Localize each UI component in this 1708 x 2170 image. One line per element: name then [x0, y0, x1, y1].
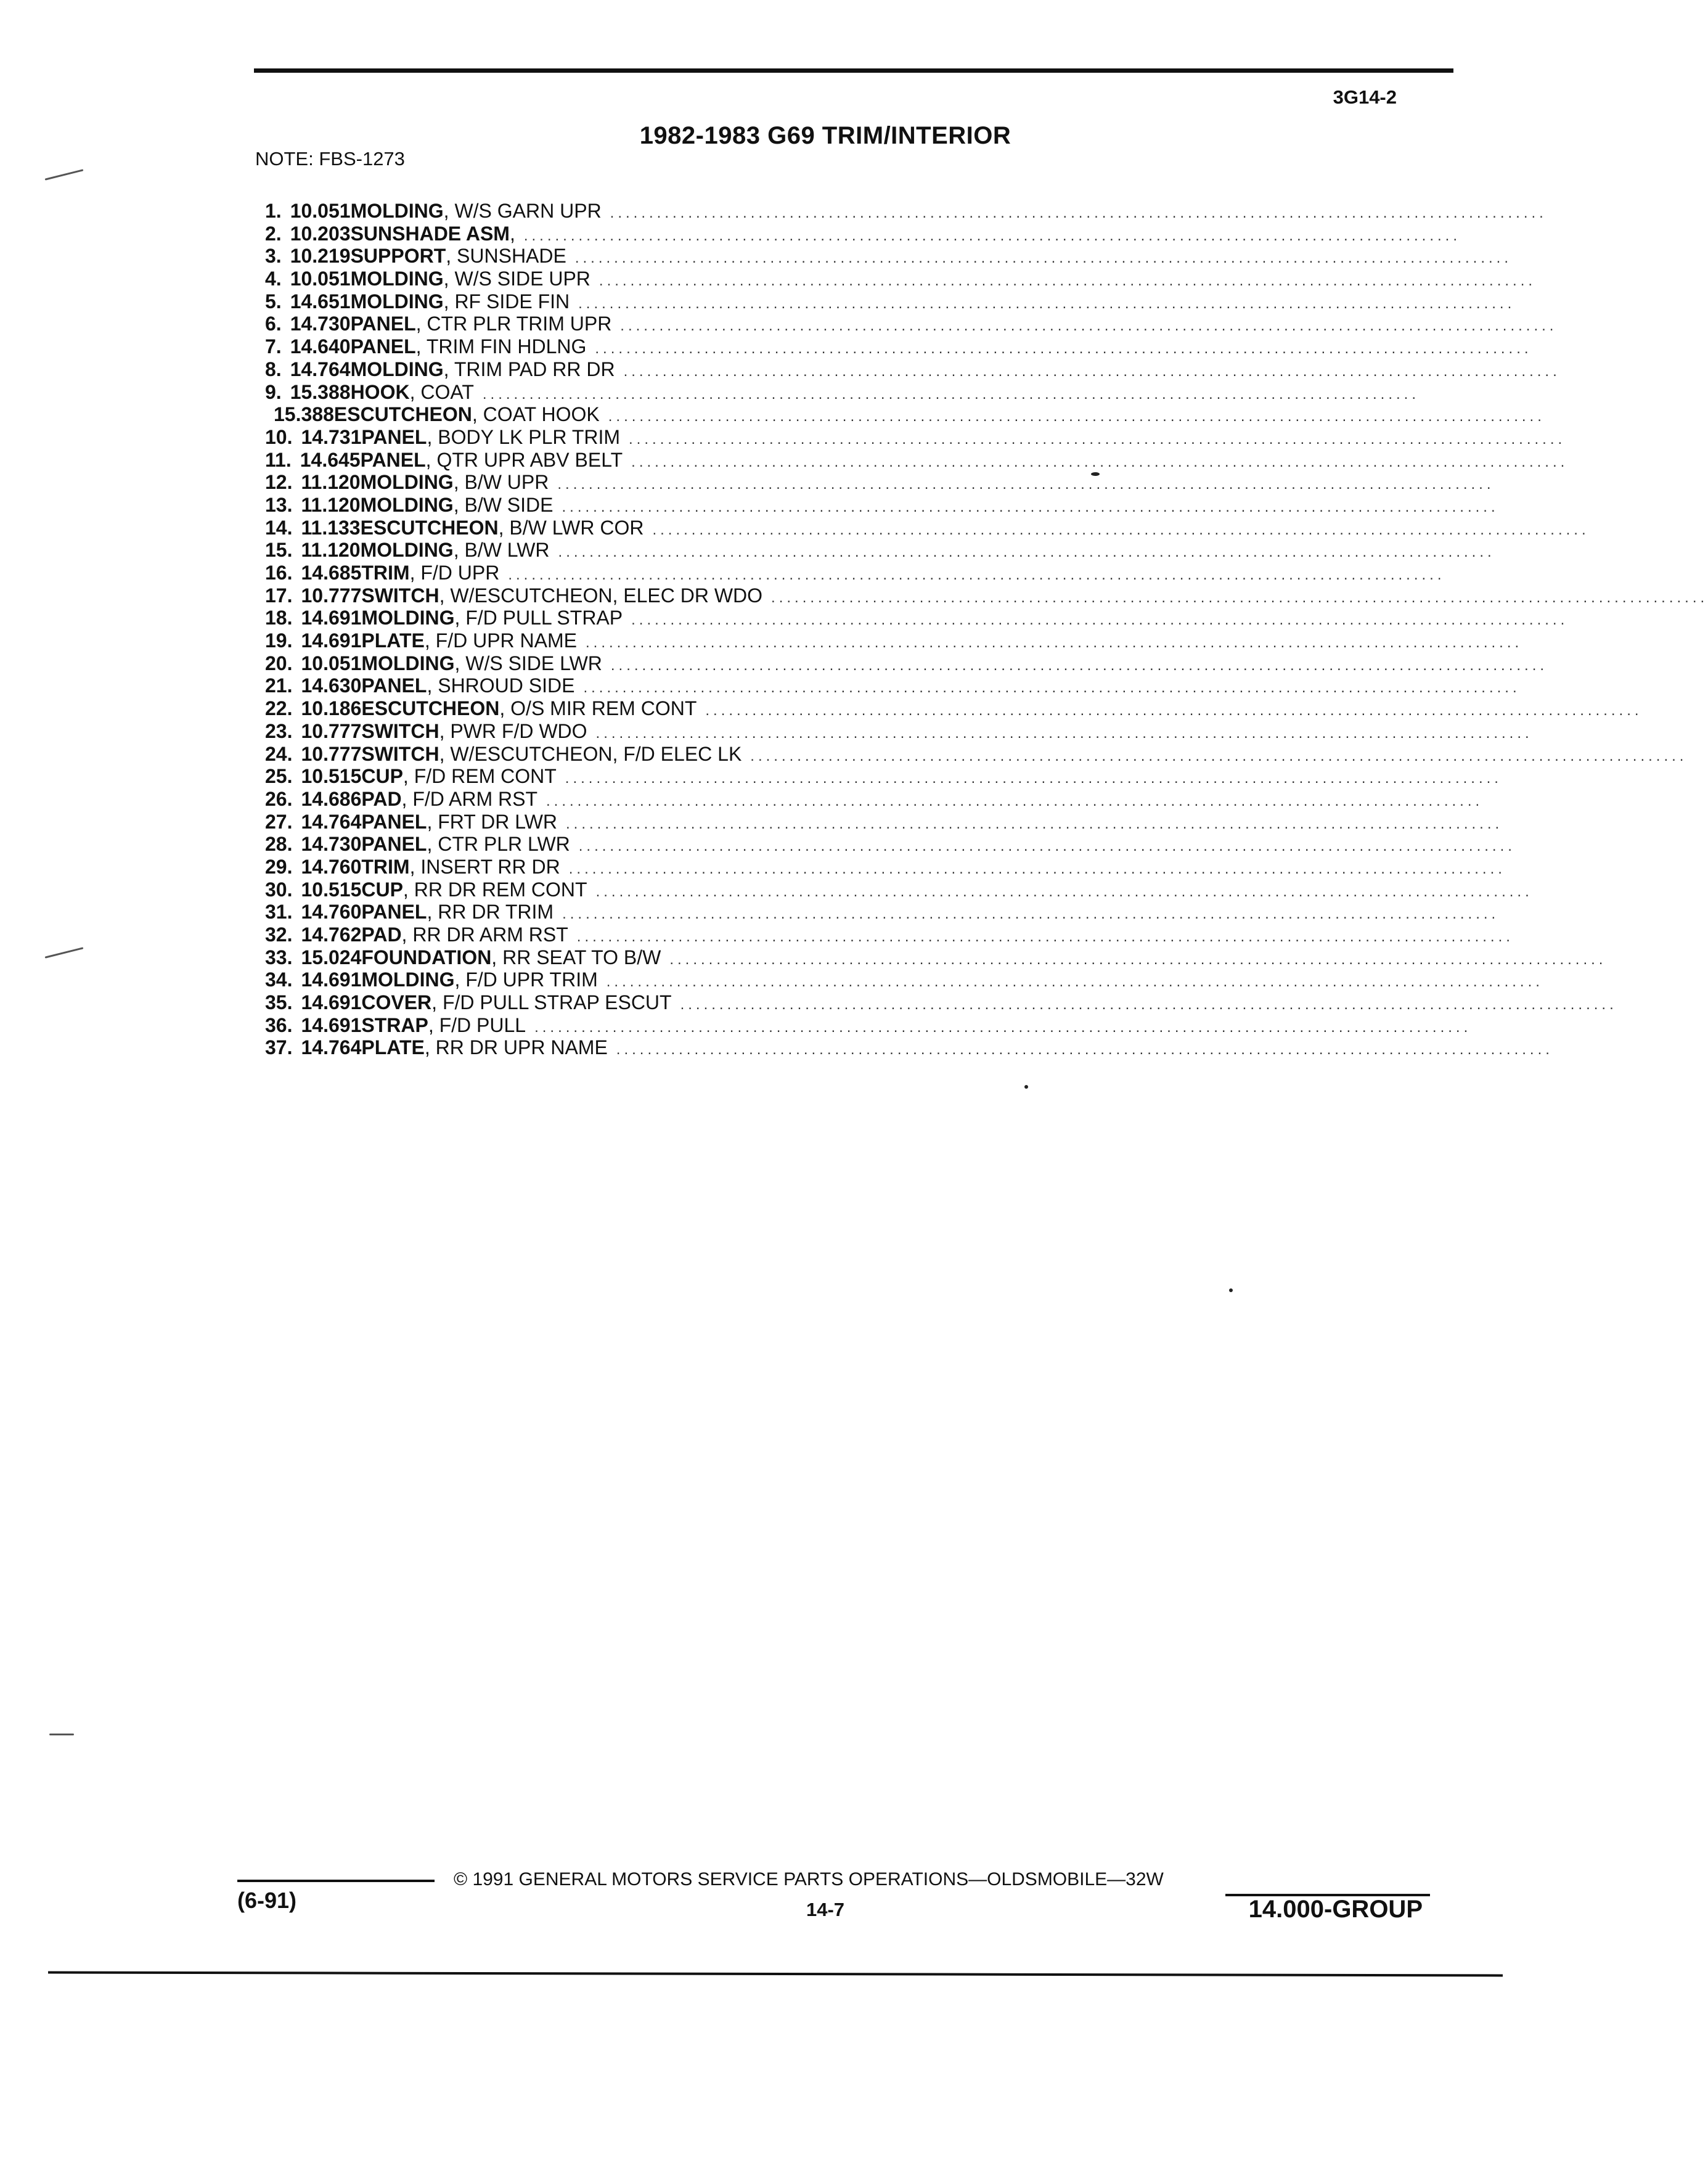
- item-index: 12.: [265, 471, 293, 494]
- item-index: 9.: [265, 380, 282, 403]
- item-index: 22.: [265, 697, 293, 720]
- part-name: PAD: [361, 787, 402, 810]
- group-number: 10.051: [301, 652, 362, 674]
- part-name: PANEL: [361, 425, 427, 448]
- part-description: [351, 245, 575, 268]
- item-index: 24.: [265, 742, 293, 765]
- list-item: [265, 607, 1569, 629]
- part-detail: , PWR F/D WDO: [439, 719, 587, 742]
- group-number: 11.120: [301, 539, 361, 562]
- list-item: [265, 448, 1569, 472]
- list-item: [265, 200, 1547, 223]
- list-item: [265, 923, 1514, 946]
- header-rule: [254, 68, 1453, 73]
- leader-dots: ........................................................................................................................: [595, 883, 1533, 900]
- part-name: TRIM: [361, 855, 410, 878]
- item-index: 18.: [265, 607, 293, 629]
- part-description: [351, 335, 595, 358]
- item-index: 36.: [265, 1013, 293, 1036]
- part-name: SUPPORT: [350, 245, 446, 268]
- group-number: 14.762: [301, 923, 362, 946]
- list-item: [265, 562, 1445, 584]
- part-detail: , O/S MIR REM CONT: [499, 697, 697, 720]
- part-name: MOLDING: [361, 968, 455, 991]
- part-name: MOLDING: [360, 471, 454, 494]
- item-index: 3.: [265, 245, 282, 268]
- part-name: MOLDING: [360, 493, 454, 516]
- part-name: MOLDING: [361, 652, 455, 674]
- leader-dots: ........................................................................................................................: [574, 250, 1512, 267]
- item-index: 10.: [265, 425, 293, 448]
- list-item: [265, 652, 1548, 675]
- list-item: [265, 516, 1590, 539]
- bottom-rule: [48, 1971, 1503, 1977]
- item-index: 33.: [265, 946, 293, 968]
- group-number: 14.760: [301, 855, 362, 878]
- list-item: [265, 810, 1503, 833]
- part-detail: , CTR PLR TRIM UPR: [415, 313, 612, 335]
- item-index: 16.: [265, 562, 293, 584]
- item-index: 17.: [265, 584, 293, 607]
- part-name: PLATE: [361, 1036, 425, 1059]
- group-number: 10.051: [290, 200, 351, 222]
- list-item: [265, 358, 1561, 381]
- part-detail: , F/D UPR: [409, 562, 500, 584]
- group-number: 10.777: [301, 584, 362, 607]
- leader-dots: ........................................................................................................................: [568, 860, 1506, 877]
- part-description: [361, 629, 586, 652]
- list-item: [265, 719, 1533, 743]
- part-description: [361, 765, 565, 788]
- leader-dots: ........................................................................................................................: [546, 792, 1484, 809]
- part-detail: , SUNSHADE: [446, 245, 566, 268]
- speck: [1091, 472, 1100, 476]
- item-index: 2.: [265, 222, 282, 245]
- item-index: 7.: [265, 335, 282, 358]
- part-description: [361, 607, 631, 629]
- leader-dots: ........................................................................................................................: [482, 385, 1420, 403]
- part-detail: , RR DR UPR NAME: [424, 1036, 608, 1059]
- part-description: [351, 313, 621, 335]
- group-number: 14.764: [301, 1036, 362, 1059]
- list-item: [265, 855, 1506, 878]
- item-index: 32.: [265, 923, 293, 946]
- item-index: 11.: [265, 448, 292, 471]
- leader-dots: ........................................................................................................................: [534, 1018, 1472, 1036]
- leader-dots: ........................................................................................................................: [576, 928, 1514, 945]
- part-name: SWITCH: [361, 719, 439, 742]
- part-name: HOOK: [350, 380, 410, 403]
- item-index: 6.: [265, 313, 282, 335]
- part-description: [361, 878, 595, 901]
- part-name: SWITCH: [361, 742, 439, 765]
- part-detail: , W/ESCUTCHEON, F/D ELEC LK: [439, 742, 742, 765]
- item-index: 26.: [265, 787, 293, 810]
- group-number: 14.686: [301, 787, 362, 810]
- leader-dots: ........................................................................................................................: [623, 362, 1561, 380]
- part-description: [351, 268, 599, 290]
- item-index: 4.: [265, 268, 282, 290]
- part-description: [361, 991, 680, 1014]
- part-description: [361, 720, 595, 743]
- list-item: [265, 833, 1516, 856]
- scan-mark: [45, 169, 84, 180]
- part-detail: , B/W LWR COR: [498, 516, 644, 539]
- item-index: 29.: [265, 855, 293, 878]
- part-description: [361, 946, 669, 969]
- part-detail: , W/ESCUTCHEON, ELEC DR WDO: [439, 584, 763, 607]
- item-index: 35.: [265, 991, 293, 1014]
- group-number: 10.777: [301, 719, 362, 742]
- group-number: 10.515: [301, 878, 362, 901]
- list-item: [265, 335, 1532, 358]
- item-index: 31.: [265, 901, 293, 923]
- group-number: 15.024: [301, 946, 362, 968]
- part-name: TRIM: [361, 562, 410, 584]
- group-number: 14.630: [301, 674, 362, 697]
- page-code: 3G14-2: [1333, 86, 1397, 108]
- leader-dots: ........................................................................................................................: [629, 430, 1566, 448]
- part-description: [361, 426, 629, 449]
- part-description: [361, 449, 632, 472]
- list-item: [265, 268, 1537, 290]
- item-index: 14.: [265, 516, 293, 539]
- part-detail: , RR DR REM CONT: [402, 878, 587, 901]
- leader-dots: ........................................................................................................................: [523, 227, 1461, 244]
- page-title: 1982-1983 G69 TRIM/INTERIOR: [639, 122, 1011, 149]
- list-item: [265, 380, 1420, 404]
- group-number: 10.186: [301, 697, 362, 720]
- list-item: [265, 245, 1512, 268]
- part-description: [361, 494, 562, 517]
- leader-dots: ........................................................................................................................: [606, 973, 1543, 991]
- list-item: [265, 425, 1566, 449]
- part-description: [361, 1014, 534, 1037]
- item-index: 8.: [265, 358, 282, 380]
- group-number: 15.388: [274, 403, 334, 426]
- leader-dots: ........................................................................................................................: [652, 521, 1590, 538]
- footer-rule-left: [237, 1880, 435, 1882]
- group-number: 14.691: [301, 991, 362, 1014]
- list-item: [265, 878, 1533, 901]
- part-name: ESCUTCHEON: [333, 403, 472, 426]
- item-index: 30.: [265, 878, 293, 901]
- speck: [1024, 1085, 1028, 1089]
- part-detail: , F/D UPR TRIM: [454, 968, 598, 991]
- item-index: 15.: [265, 539, 293, 562]
- item-index: 5.: [265, 290, 282, 313]
- page-number: 14-7: [806, 1899, 845, 1920]
- leader-dots: ........................................................................................................................: [669, 951, 1607, 968]
- item-index: 27.: [265, 810, 293, 833]
- leader-dots: ........................................................................................................................: [610, 657, 1548, 674]
- part-detail: , B/W LWR: [453, 539, 550, 562]
- leader-dots: ........................................................................................................................: [557, 476, 1495, 493]
- leader-dots: ........................................................................................................................: [578, 295, 1516, 312]
- part-detail: , RF SIDE FIN: [443, 290, 570, 313]
- date-code: (6-91): [237, 1888, 297, 1913]
- part-description: [361, 788, 546, 811]
- group-number: 10.515: [301, 765, 362, 788]
- part-description: [351, 290, 579, 313]
- item-index: 13.: [265, 493, 293, 516]
- part-detail: , F/D PULL STRAP ESCUT: [431, 991, 672, 1014]
- part-name: STRAP: [361, 1013, 428, 1036]
- part-detail: , W/S SIDE UPR: [443, 268, 590, 290]
- group-number: 14.691: [301, 629, 362, 652]
- leader-dots: ........................................................................................................................: [508, 567, 1445, 583]
- part-description: [361, 1036, 616, 1059]
- list-item: [265, 471, 1495, 494]
- item-index: 25.: [265, 765, 293, 788]
- leader-dots: ........................................................................................................................: [750, 747, 1688, 764]
- part-name: ESCUTCHEON: [360, 516, 499, 539]
- group-number: 14.731: [301, 425, 362, 448]
- leader-dots: ........................................................................................................................: [631, 612, 1569, 629]
- part-detail: , RR DR TRIM: [427, 901, 554, 923]
- group-number: 10.203: [290, 222, 351, 245]
- leader-dots: ........................................................................................................................: [595, 340, 1532, 358]
- part-name: MOLDING: [350, 290, 444, 313]
- part-name: FOUNDATION: [361, 946, 492, 968]
- group-number: 14.730: [290, 313, 351, 335]
- group-number: 14.730: [301, 833, 362, 856]
- list-item: [265, 539, 1495, 562]
- part-detail: , BODY LK PLR TRIM: [427, 425, 621, 448]
- list-item: [265, 968, 1543, 991]
- leader-dots: ........................................................................................................................: [565, 770, 1502, 787]
- part-name: SUNSHADE ASM: [350, 222, 510, 245]
- leader-dots: ........................................................................................................................: [566, 815, 1503, 832]
- part-detail: , TRIM PAD RR DR: [443, 358, 615, 380]
- scan-mark: [45, 947, 84, 958]
- item-index: 20.: [265, 652, 293, 674]
- leader-dots: ........................................................................................................................: [608, 408, 1545, 425]
- leader-dots: ........................................................................................................................: [586, 634, 1523, 652]
- list-item: [265, 403, 1545, 426]
- part-name: ESCUTCHEON: [361, 697, 500, 720]
- part-description: [351, 381, 483, 404]
- speck: [1229, 1288, 1233, 1292]
- group-number: 14.760: [301, 901, 362, 923]
- leader-dots: ........................................................................................................................: [578, 838, 1516, 855]
- part-name: PANEL: [350, 335, 416, 358]
- part-name: CUP: [361, 878, 403, 901]
- item-index: 21.: [265, 674, 293, 697]
- list-item: [265, 697, 1643, 720]
- group-number: 15.388: [290, 380, 351, 403]
- part-description: [361, 674, 583, 697]
- part-detail: , F/D PULL STRAP: [454, 607, 623, 629]
- part-description: [351, 223, 524, 245]
- copyright: © 1991 GENERAL MOTORS SERVICE PARTS OPERATIONS—OLDSMOBILE—32W: [454, 1869, 1164, 1890]
- part-name: PLATE: [361, 629, 425, 652]
- item-index: 23.: [265, 719, 293, 742]
- note: NOTE: FBS-1273: [255, 148, 405, 170]
- part-detail: , W/S SIDE LWR: [454, 652, 602, 674]
- part-name: SWITCH: [361, 584, 439, 607]
- part-detail: , F/D ARM RST: [401, 787, 537, 810]
- leader-dots: ........................................................................................................................: [680, 996, 1617, 1013]
- leader-dots: ........................................................................................................................: [599, 272, 1537, 290]
- leader-dots: ........................................................................................................................: [562, 498, 1499, 515]
- part-detail: , FRT DR LWR: [427, 810, 557, 833]
- part-description: [361, 539, 558, 562]
- item-index: 19.: [265, 629, 293, 652]
- part-detail: , RR DR ARM RST: [401, 923, 568, 946]
- leader-dots: ........................................................................................................................: [562, 906, 1500, 923]
- group-number: 14.645: [300, 448, 361, 471]
- group-number: 14.764: [301, 810, 362, 833]
- part-description: [361, 968, 606, 991]
- list-item: [265, 1036, 1553, 1059]
- list-item: [265, 313, 1558, 335]
- part-detail: , INSERT RR DR: [409, 855, 560, 878]
- part-detail: , F/D PULL: [428, 1013, 526, 1036]
- part-name: PANEL: [350, 313, 416, 335]
- part-description: [351, 200, 610, 223]
- part-name: MOLDING: [350, 358, 444, 380]
- part-name: COVER: [361, 991, 432, 1014]
- part-description: [351, 358, 624, 381]
- part-name: PANEL: [361, 833, 427, 856]
- part-name: PAD: [361, 923, 402, 946]
- part-detail: , COAT: [409, 380, 474, 403]
- group-number: 14.691: [301, 968, 362, 991]
- part-description: [361, 584, 771, 607]
- leader-dots: ........................................................................................................................: [616, 1041, 1553, 1058]
- part-name: MOLDING: [360, 539, 454, 562]
- part-detail: , COAT HOOK: [472, 403, 600, 426]
- part-name: MOLDING: [350, 200, 444, 222]
- part-detail: , CTR PLR LWR: [427, 833, 570, 856]
- item-index: 28.: [265, 833, 293, 856]
- part-description: [361, 743, 750, 766]
- leader-dots: ........................................................................................................................: [620, 317, 1558, 335]
- list-item: [265, 584, 1708, 607]
- list-item: [265, 765, 1502, 788]
- part-description: [361, 811, 566, 833]
- part-description: [361, 697, 705, 720]
- part-name: CUP: [361, 765, 403, 788]
- list-item: [265, 1013, 1472, 1037]
- list-item: [265, 674, 1521, 697]
- group-number: 11.120: [301, 471, 361, 494]
- part-description: [361, 562, 508, 584]
- group-number: 10.777: [301, 742, 362, 765]
- group-number: 11.120: [301, 493, 361, 516]
- group-number: 14.651: [290, 290, 351, 313]
- leader-dots: ........................................................................................................................: [771, 589, 1708, 606]
- part-name: PANEL: [360, 448, 426, 471]
- part-detail: , B/W UPR: [453, 471, 549, 494]
- list-item: [265, 290, 1516, 313]
- group-number: 14.691: [301, 607, 362, 629]
- group-label: 14.000-GROUP: [1248, 1896, 1423, 1923]
- part-detail: , TRIM FIN HDLNG: [415, 335, 587, 358]
- part-description: [361, 833, 578, 856]
- list-item: [265, 629, 1523, 652]
- parts-list: [265, 200, 1708, 1059]
- part-detail: , F/D REM CONT: [402, 765, 557, 788]
- group-number: 14.640: [290, 335, 351, 358]
- list-item: [265, 493, 1499, 517]
- part-description: [361, 901, 562, 923]
- leader-dots: ........................................................................................................................: [583, 679, 1521, 697]
- part-description: [361, 517, 653, 539]
- leader-dots: ........................................................................................................................: [595, 724, 1533, 742]
- leader-dots: ........................................................................................................................: [705, 702, 1643, 719]
- leader-dots: ........................................................................................................................: [558, 544, 1495, 561]
- group-number: 14.764: [290, 358, 351, 380]
- part-name: PANEL: [361, 674, 427, 697]
- list-item: [265, 946, 1607, 969]
- group-number: 10.219: [290, 245, 351, 268]
- part-detail: , F/D UPR NAME: [424, 629, 577, 652]
- list-item: [265, 742, 1688, 766]
- leader-dots: ........................................................................................................................: [631, 453, 1569, 470]
- group-number: 14.685: [301, 562, 362, 584]
- part-detail: , QTR UPR ABV BELT: [425, 448, 623, 471]
- part-description: [361, 652, 611, 675]
- list-item: [265, 991, 1617, 1014]
- part-detail: ,: [509, 222, 515, 245]
- item-index: 1.: [265, 200, 282, 222]
- scan-mark: [49, 1734, 74, 1735]
- part-name: MOLDING: [350, 268, 444, 290]
- item-index: 34.: [265, 968, 293, 991]
- part-description: [334, 403, 608, 426]
- group-number: 10.051: [290, 268, 351, 290]
- part-detail: , RR SEAT TO B/W: [491, 946, 661, 968]
- item-index: 37.: [265, 1036, 293, 1059]
- part-name: PANEL: [361, 901, 427, 923]
- group-number: 11.133: [301, 516, 361, 539]
- group-number: 14.691: [301, 1013, 362, 1036]
- part-name: PANEL: [361, 810, 427, 833]
- list-item: [265, 787, 1484, 811]
- part-detail: , SHROUD SIDE: [427, 674, 575, 697]
- part-detail: , B/W SIDE: [453, 493, 554, 516]
- part-description: [361, 471, 558, 494]
- list-item: [265, 901, 1500, 923]
- list-item: [265, 222, 1461, 245]
- part-name: MOLDING: [361, 607, 455, 629]
- part-detail: , W/S GARN UPR: [443, 200, 602, 222]
- leader-dots: ........................................................................................................................: [610, 205, 1547, 221]
- part-description: [361, 856, 568, 878]
- part-description: [361, 923, 576, 946]
